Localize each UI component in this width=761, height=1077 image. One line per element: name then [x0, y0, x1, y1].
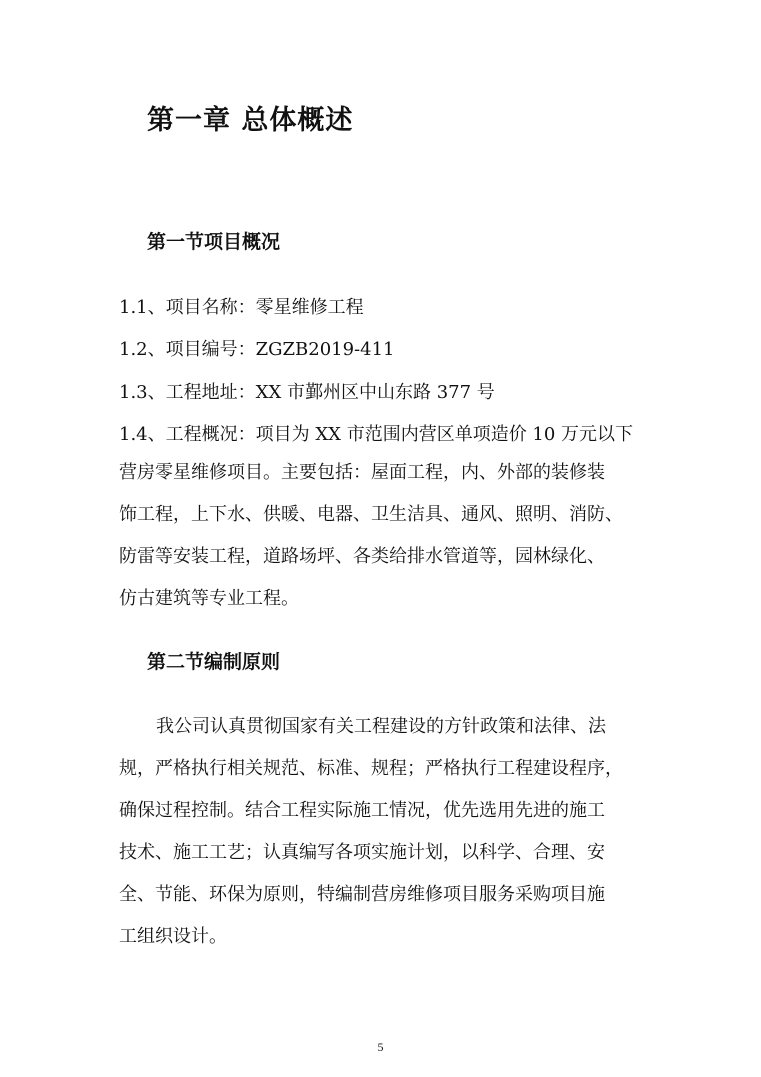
project-overview-line: 1.4、工程概况：项目为 XX 市范围内营区单项造价 10 万元以下 [119, 424, 634, 445]
project-name-line: 1.1、项目名称：零星维修工程 [119, 297, 364, 318]
principles-paragraph-line: 规，严格执行相关规范、标准、规程；严格执行工程建设程序， [119, 758, 623, 779]
section-title-overview: 第一节项目概况 [147, 231, 281, 253]
project-overview-line: 营房零星维修项目。主要包括：屋面工程，内、外部的装修装 [119, 462, 605, 483]
project-overview-line: 仿古建筑等专业工程。 [119, 588, 299, 609]
principles-paragraph-line: 我公司认真贯彻国家有关工程建设的方针政策和法律、法 [156, 716, 606, 737]
section-title-principles: 第二节编制原则 [147, 651, 281, 673]
project-number-line: 1.2、项目编号：ZGZB2019-411 [119, 339, 395, 360]
project-overview-line: 防雷等安装工程，道路场坪、各类给排水管道等，园林绿化、 [119, 546, 605, 567]
principles-paragraph-line: 全、节能、环保为原则，特编制营房维修项目服务采购项目施 [119, 884, 605, 905]
principles-paragraph-line: 确保过程控制。结合工程实际施工情况，优先选用先进的施工 [119, 800, 605, 821]
project-address-line: 1.3、工程地址：XX 市鄞州区中山东路 377 号 [119, 382, 495, 403]
principles-paragraph-line: 技术、施工工艺；认真编写各项实施计划，以科学、合理、安 [119, 842, 605, 863]
project-overview-line: 饰工程，上下水、供暖、电器、卫生洁具、通风、照明、消防、 [119, 504, 623, 525]
page-number: 5 [377, 1040, 384, 1054]
principles-paragraph-line: 工组织设计。 [119, 926, 227, 947]
chapter-title: 第一章 总体概述 [147, 105, 354, 136]
